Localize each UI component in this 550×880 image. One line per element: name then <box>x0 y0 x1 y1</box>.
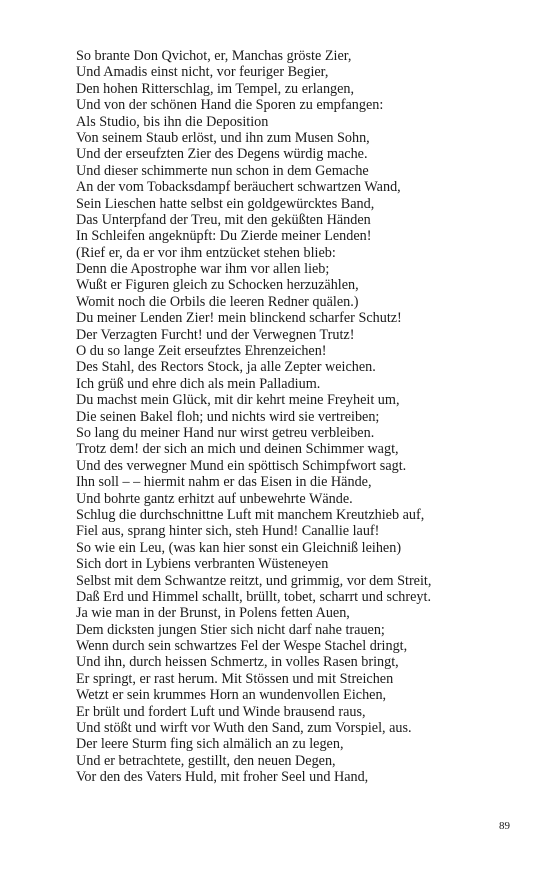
poem-line: Der Verzagten Furcht! und der Verwegnen Trutz! <box>76 326 355 343</box>
poem-line: Und ihn, durch heissen Schmertz, in volles Rasen bringt, <box>76 654 399 671</box>
poem-line: Und Amadis einst nicht, vor feuriger Begier, <box>76 64 329 81</box>
poem-line: Ihn soll – – hiermit nahm er das Eisen in die Hände, <box>76 474 372 491</box>
poem-line: Daß Erd und Himmel schallt, brüllt, tobet, scharrt und schreyt. <box>76 588 431 605</box>
poem-line: Wenn durch sein schwartzes Fel der Wespe Stachel dringt, <box>76 638 408 655</box>
poem-line: Und er betrachtete, gestillt, den neuen Degen, <box>76 752 336 769</box>
poem-text <box>76 48 536 786</box>
poem-line: Dem dicksten jungen Stier sich nicht darf nahe trauen; <box>76 621 385 638</box>
poem-line: So brante Don Qvichot, er, Manchas gröste Zier, <box>76 48 352 64</box>
page-number: 89 <box>499 820 510 832</box>
poem-line: Selbst mit dem Schwantze reitzt, und grimmig, vor dem Streit, <box>76 572 432 589</box>
poem-line: (Rief er, da er vor ihm entzücket stehen blieb: <box>76 244 336 261</box>
poem-line: Ich grüß und ehre dich als mein Palladium. <box>76 375 321 392</box>
poem-line: Trotz dem! der sich an mich und deinen Schimmer wagt, <box>76 441 399 458</box>
poem-line: Des Stahl, des Rectors Stock, ja alle Zepter weichen. <box>76 359 376 376</box>
poem-line: Und der erseufzten Zier des Degens würdig mache. <box>76 146 368 163</box>
poem-line: Vor den des Vaters Huld, mit froher Seel und Hand, <box>76 769 369 786</box>
poem-line: Womit noch die Orbils die leeren Redner quälen.) <box>76 293 359 310</box>
poem-line: Den hohen Ritterschlag, im Tempel, zu erlangen, <box>76 80 355 97</box>
poem-line: Und des verwegner Mund ein spöttisch Schimpfwort sagt. <box>76 457 407 474</box>
poem-line: Fiel aus, sprang hinter sich, steh Hund! Canallie lauf! <box>76 523 380 540</box>
poem-line: Schlug die durchschnittne Luft mit manchem Kreutzhieb auf, <box>76 506 425 523</box>
poem-line: Und von der schönen Hand die Sporen zu empfangen: <box>76 97 384 114</box>
poem-line: Er brült und fordert Luft und Winde brausend raus, <box>76 703 366 720</box>
poem-line: Der leere Sturm fing sich almälich an zu legen, <box>76 736 344 753</box>
poem-line: Wetzt er sein krummes Horn an wundenvollen Eichen, <box>76 687 387 704</box>
poem-line: Du machst mein Glück, mit dir kehrt meine Freyheit um, <box>76 392 400 409</box>
poem-line: Er springt, er rast herum. Mit Stössen und mit Streichen <box>76 670 394 687</box>
poem-line: Sich dort in Lybiens verbranten Wüsteneyen <box>76 556 329 573</box>
poem-line: So wie ein Leu, (was kan hier sonst ein Gleichniß leihen) <box>76 539 402 556</box>
poem-line: Wußt er Figuren gleich zu Schocken herzuzählen, <box>76 277 359 294</box>
poem-line: Als Studio, bis ihn die Deposition <box>76 113 269 130</box>
poem-line: O du so lange Zeit erseufztes Ehrenzeichen! <box>76 343 327 360</box>
poem-line: So lang du meiner Hand nur wirst getreu verbleiben. <box>76 424 375 441</box>
poem-line: Und bohrte gantz erhitzt auf unbewehrte Wände. <box>76 490 353 507</box>
poem-line: Das Unterpfand der Treu, mit den geküßten Händen <box>76 211 371 228</box>
poem-line: Von seinem Staub erlöst, und ihn zum Musen Sohn, <box>76 129 370 146</box>
poem-line: Sein Lieschen hatte selbst ein goldgewürcktes Band, <box>76 195 375 212</box>
poem-line: Und stößt und wirft vor Wuth den Sand, zum Vorspiel, aus. <box>76 720 412 737</box>
poem-line: Und dieser schimmerte nun schon in dem Gemache <box>76 162 369 179</box>
poem-line: An der vom Tobacksdampf beräuchert schwartzen Wand, <box>76 179 401 196</box>
poem-line: Denn die Apostrophe war ihm vor allen lieb; <box>76 261 330 278</box>
poem-line: Die seinen Bakel floh; und nichts wird sie vertreiben; <box>76 408 380 425</box>
poem-line: Du meiner Lenden Zier! mein blinckend scharfer Schutz! <box>76 310 402 327</box>
poem-line: In Schleifen angeknüpft: Du Zierde meiner Lenden! <box>76 228 372 245</box>
poem-line: Ja wie man in der Brunst, in Polens fetten Auen, <box>76 605 350 622</box>
